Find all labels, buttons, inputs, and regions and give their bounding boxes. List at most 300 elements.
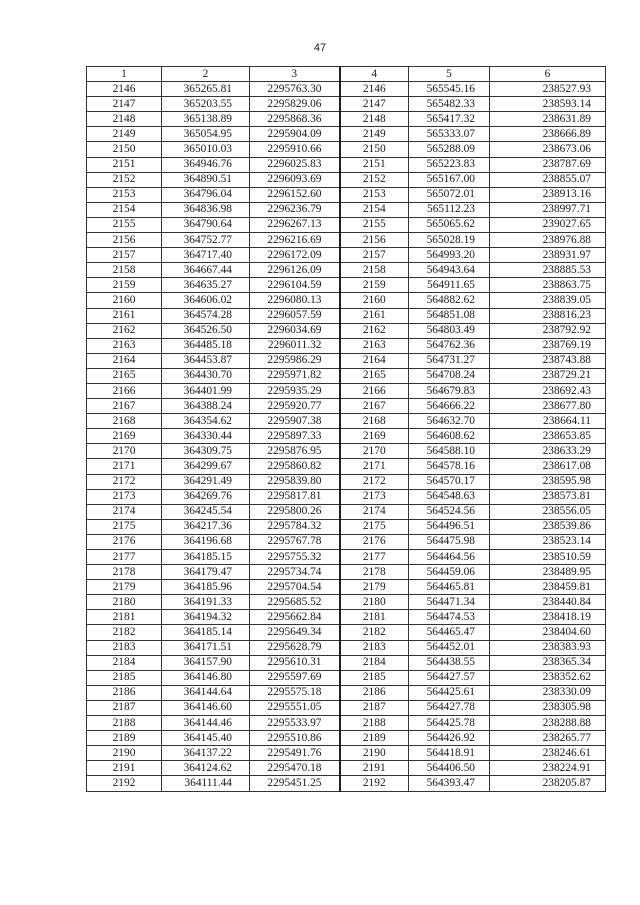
y-coordinate-cell: 238527.93 [490,82,606,97]
table-row [87,459,606,474]
point-number-cell: 2160 [340,293,409,308]
point-number-cell: 2179 [340,580,409,595]
y-coordinate-cell: 2296152.60 [250,187,340,202]
x-coordinate-cell: 564496.51 [409,519,490,534]
table-row [87,383,606,398]
table-row [87,655,606,670]
y-coordinate-cell: 238931.97 [490,248,606,263]
point-number-cell: 2158 [87,263,162,278]
y-coordinate-cell: 2295763.30 [250,82,340,97]
point-number-cell: 2190 [340,746,409,761]
point-number-cell: 2189 [340,731,409,746]
table-row [87,550,606,565]
table-row [87,625,606,640]
y-coordinate-cell: 2296080.13 [250,293,340,308]
point-number-cell: 2149 [87,127,162,142]
y-coordinate-cell: 238383.93 [490,640,606,655]
table-row [87,112,606,127]
table-row [87,534,606,549]
point-number-cell: 2176 [340,534,409,549]
table-row [87,414,606,429]
y-coordinate-cell: 238769.19 [490,338,606,353]
point-number-cell: 2170 [340,444,409,459]
table-row [87,700,606,715]
point-number-cell: 2187 [340,700,409,715]
x-coordinate-cell: 564570.17 [409,474,490,489]
point-number-cell: 2172 [87,474,162,489]
table-row [87,519,606,534]
y-coordinate-cell: 238729.21 [490,368,606,383]
x-coordinate-cell: 564475.98 [409,534,490,549]
y-coordinate-cell: 238459.81 [490,580,606,595]
y-coordinate-cell: 238787.69 [490,157,606,172]
y-coordinate-cell: 238976.88 [490,233,606,248]
x-coordinate-cell: 564578.16 [409,459,490,474]
point-number-cell: 2174 [340,504,409,519]
point-number-cell: 2173 [340,489,409,504]
x-coordinate-cell: 364191.33 [162,595,250,610]
x-coordinate-cell: 565072.01 [409,187,490,202]
y-coordinate-cell: 238792.92 [490,323,606,338]
x-coordinate-cell: 565545.16 [409,82,490,97]
point-number-cell: 2159 [340,278,409,293]
point-number-cell: 2183 [87,640,162,655]
table-row [87,489,606,504]
x-coordinate-cell: 364790.64 [162,217,250,232]
x-coordinate-cell: 364185.14 [162,625,250,640]
x-coordinate-cell: 364137.22 [162,746,250,761]
x-coordinate-cell: 364157.90 [162,655,250,670]
point-number-cell: 2182 [340,625,409,640]
y-coordinate-cell: 238863.75 [490,278,606,293]
table-row [87,338,606,353]
point-number-cell: 2172 [340,474,409,489]
point-number-cell: 2158 [340,263,409,278]
x-coordinate-cell: 364269.76 [162,489,250,504]
point-number-cell: 2147 [340,97,409,112]
point-number-cell: 2185 [340,670,409,685]
y-coordinate-cell: 2295685.52 [250,595,340,610]
point-number-cell: 2151 [340,157,409,172]
x-coordinate-cell: 564393.47 [409,776,490,791]
y-coordinate-cell: 238673.06 [490,142,606,157]
y-coordinate-cell: 2296025.83 [250,157,340,172]
x-coordinate-cell: 564731.27 [409,353,490,368]
x-coordinate-cell: 564632.70 [409,414,490,429]
y-coordinate-cell: 239027.65 [490,217,606,232]
table-row [87,580,606,595]
point-number-cell: 2146 [340,82,409,97]
point-number-cell: 2159 [87,278,162,293]
x-coordinate-cell: 365265.81 [162,82,250,97]
y-coordinate-cell: 2295935.29 [250,383,340,398]
x-coordinate-cell: 564679.83 [409,383,490,398]
x-coordinate-cell: 364194.32 [162,610,250,625]
y-coordinate-cell: 2295971.82 [250,368,340,383]
y-coordinate-cell: 238885.53 [490,263,606,278]
point-number-cell: 2157 [340,248,409,263]
point-number-cell: 2178 [87,565,162,580]
point-number-cell: 2191 [87,761,162,776]
y-coordinate-cell: 238404.60 [490,625,606,640]
table-header-row [87,67,606,82]
point-number-cell: 2182 [87,625,162,640]
point-number-cell: 2170 [87,444,162,459]
x-coordinate-cell: 364144.46 [162,716,250,731]
table-row [87,202,606,217]
x-coordinate-cell: 564474.53 [409,610,490,625]
y-coordinate-cell: 2295784.32 [250,519,340,534]
y-coordinate-cell: 238539.86 [490,519,606,534]
table-row [87,217,606,232]
y-coordinate-cell: 2296216.69 [250,233,340,248]
y-coordinate-cell: 2295662.84 [250,610,340,625]
point-number-cell: 2175 [87,519,162,534]
x-coordinate-cell: 364291.49 [162,474,250,489]
y-coordinate-cell: 2295551.05 [250,700,340,715]
y-coordinate-cell: 238365.34 [490,655,606,670]
point-number-cell: 2161 [340,308,409,323]
x-coordinate-cell: 564588.10 [409,444,490,459]
point-number-cell: 2152 [340,172,409,187]
point-number-cell: 2167 [87,399,162,414]
point-number-cell: 2160 [87,293,162,308]
table-row [87,670,606,685]
y-coordinate-cell: 238265.77 [490,731,606,746]
point-number-cell: 2188 [340,716,409,731]
table-row [87,263,606,278]
y-coordinate-cell: 238573.81 [490,489,606,504]
point-number-cell: 2184 [87,655,162,670]
x-coordinate-cell: 364752.77 [162,233,250,248]
y-coordinate-cell: 2295491.76 [250,746,340,761]
x-coordinate-cell: 564524.56 [409,504,490,519]
x-coordinate-cell: 364836.98 [162,202,250,217]
y-coordinate-cell: 238653.85 [490,429,606,444]
table-row [87,233,606,248]
y-coordinate-cell: 2295704.54 [250,580,340,595]
y-coordinate-cell: 238305.98 [490,700,606,715]
x-coordinate-cell: 564911.65 [409,278,490,293]
point-number-cell: 2169 [340,429,409,444]
y-coordinate-cell: 238352.62 [490,670,606,685]
y-coordinate-cell: 2295920.77 [250,399,340,414]
point-number-cell: 2190 [87,746,162,761]
x-coordinate-cell: 365010.03 [162,142,250,157]
y-coordinate-cell: 2295839.80 [250,474,340,489]
column-header: 3 [250,67,340,82]
x-coordinate-cell: 364485.18 [162,338,250,353]
y-coordinate-cell: 2295897.33 [250,429,340,444]
point-number-cell: 2192 [340,776,409,791]
point-number-cell: 2177 [340,550,409,565]
point-number-cell: 2191 [340,761,409,776]
table-row [87,746,606,761]
table-row [87,97,606,112]
point-number-cell: 2163 [340,338,409,353]
table-row [87,595,606,610]
y-coordinate-cell: 238418.19 [490,610,606,625]
table-row [87,248,606,263]
y-coordinate-cell: 2295904.09 [250,127,340,142]
x-coordinate-cell: 364796.04 [162,187,250,202]
x-coordinate-cell: 564882.62 [409,293,490,308]
x-coordinate-cell: 364388.24 [162,399,250,414]
table-row [87,278,606,293]
y-coordinate-cell: 2295910.66 [250,142,340,157]
y-coordinate-cell: 238664.11 [490,414,606,429]
table-row [87,685,606,700]
x-coordinate-cell: 364309.75 [162,444,250,459]
x-coordinate-cell: 564471.34 [409,595,490,610]
x-coordinate-cell: 565167.00 [409,172,490,187]
y-coordinate-cell: 2295829.06 [250,97,340,112]
point-number-cell: 2174 [87,504,162,519]
x-coordinate-cell: 564465.47 [409,625,490,640]
x-coordinate-cell: 364354.62 [162,414,250,429]
x-coordinate-cell: 564708.24 [409,368,490,383]
table-row [87,610,606,625]
point-number-cell: 2155 [87,217,162,232]
x-coordinate-cell: 364401.99 [162,383,250,398]
y-coordinate-cell: 238288.88 [490,716,606,731]
x-coordinate-cell: 564666.22 [409,399,490,414]
y-coordinate-cell: 2296126.09 [250,263,340,278]
table-body [87,82,606,791]
point-number-cell: 2179 [87,580,162,595]
point-number-cell: 2149 [340,127,409,142]
point-number-cell: 2155 [340,217,409,232]
y-coordinate-cell: 238913.16 [490,187,606,202]
y-coordinate-cell: 238593.14 [490,97,606,112]
y-coordinate-cell: 238666.89 [490,127,606,142]
y-coordinate-cell: 2296236.79 [250,202,340,217]
x-coordinate-cell: 364667.44 [162,263,250,278]
point-number-cell: 2164 [87,353,162,368]
y-coordinate-cell: 2296172.09 [250,248,340,263]
x-coordinate-cell: 364124.62 [162,761,250,776]
column-header: 2 [162,67,250,82]
point-number-cell: 2177 [87,550,162,565]
y-coordinate-cell: 2296267.13 [250,217,340,232]
x-coordinate-cell: 564426.92 [409,731,490,746]
x-coordinate-cell: 564427.57 [409,670,490,685]
point-number-cell: 2168 [340,414,409,429]
x-coordinate-cell: 364299.67 [162,459,250,474]
point-number-cell: 2166 [340,383,409,398]
y-coordinate-cell: 238997.71 [490,202,606,217]
x-coordinate-cell: 564993.20 [409,248,490,263]
y-coordinate-cell: 2295876.95 [250,444,340,459]
x-coordinate-cell: 365138.89 [162,112,250,127]
point-number-cell: 2180 [87,595,162,610]
table-row [87,640,606,655]
point-number-cell: 2185 [87,670,162,685]
point-number-cell: 2148 [87,112,162,127]
column-header: 5 [409,67,490,82]
x-coordinate-cell: 565333.07 [409,127,490,142]
table-row [87,399,606,414]
point-number-cell: 2148 [340,112,409,127]
y-coordinate-cell: 238205.87 [490,776,606,791]
y-coordinate-cell: 2295533.97 [250,716,340,731]
x-coordinate-cell: 564452.01 [409,640,490,655]
x-coordinate-cell: 564548.63 [409,489,490,504]
x-coordinate-cell: 564464.56 [409,550,490,565]
y-coordinate-cell: 2295610.31 [250,655,340,670]
table-row [87,308,606,323]
point-number-cell: 2175 [340,519,409,534]
x-coordinate-cell: 364144.64 [162,685,250,700]
point-number-cell: 2184 [340,655,409,670]
point-number-cell: 2186 [87,685,162,700]
point-number-cell: 2168 [87,414,162,429]
point-number-cell: 2183 [340,640,409,655]
point-number-cell: 2165 [340,368,409,383]
x-coordinate-cell: 364574.28 [162,308,250,323]
point-number-cell: 2181 [87,610,162,625]
x-coordinate-cell: 564425.61 [409,685,490,700]
x-coordinate-cell: 364146.80 [162,670,250,685]
y-coordinate-cell: 238617.08 [490,459,606,474]
x-coordinate-cell: 564943.64 [409,263,490,278]
y-coordinate-cell: 2296011.32 [250,338,340,353]
table-row [87,444,606,459]
point-number-cell: 2180 [340,595,409,610]
point-number-cell: 2171 [87,459,162,474]
table-row [87,716,606,731]
y-coordinate-cell: 2295860.82 [250,459,340,474]
table-row [87,187,606,202]
x-coordinate-cell: 364717.40 [162,248,250,263]
table-row [87,172,606,187]
y-coordinate-cell: 238330.09 [490,685,606,700]
x-coordinate-cell: 364179.47 [162,565,250,580]
x-coordinate-cell: 364171.51 [162,640,250,655]
x-coordinate-cell: 364145.40 [162,731,250,746]
y-coordinate-cell: 2296057.59 [250,308,340,323]
point-number-cell: 2146 [87,82,162,97]
column-header: 1 [87,67,162,82]
x-coordinate-cell: 364635.27 [162,278,250,293]
point-number-cell: 2150 [340,142,409,157]
y-coordinate-cell: 2296093.69 [250,172,340,187]
y-coordinate-cell: 238595.98 [490,474,606,489]
table-row [87,323,606,338]
table-row [87,776,606,791]
y-coordinate-cell: 2295470.18 [250,761,340,776]
table-row [87,157,606,172]
x-coordinate-cell: 564608.62 [409,429,490,444]
point-number-cell: 2173 [87,489,162,504]
point-number-cell: 2178 [340,565,409,580]
point-number-cell: 2157 [87,248,162,263]
x-coordinate-cell: 565028.19 [409,233,490,248]
point-number-cell: 2187 [87,700,162,715]
y-coordinate-cell: 238440.84 [490,595,606,610]
point-number-cell: 2167 [340,399,409,414]
point-number-cell: 2162 [87,323,162,338]
y-coordinate-cell: 2295767.78 [250,534,340,549]
y-coordinate-cell: 238839.05 [490,293,606,308]
y-coordinate-cell: 238523.14 [490,534,606,549]
table-row [87,474,606,489]
point-number-cell: 2171 [340,459,409,474]
x-coordinate-cell: 565417.32 [409,112,490,127]
x-coordinate-cell: 364196.68 [162,534,250,549]
point-number-cell: 2152 [87,172,162,187]
y-coordinate-cell: 238633.29 [490,444,606,459]
table-row [87,368,606,383]
column-header: 4 [340,67,409,82]
y-coordinate-cell: 2295907.38 [250,414,340,429]
x-coordinate-cell: 364111.44 [162,776,250,791]
y-coordinate-cell: 2295575.18 [250,685,340,700]
table-row [87,82,606,97]
x-coordinate-cell: 364430.70 [162,368,250,383]
y-coordinate-cell: 238246.61 [490,746,606,761]
y-coordinate-cell: 2295597.69 [250,670,340,685]
point-number-cell: 2154 [87,202,162,217]
x-coordinate-cell: 564851.08 [409,308,490,323]
y-coordinate-cell: 2295817.81 [250,489,340,504]
x-coordinate-cell: 365203.55 [162,97,250,112]
table-row [87,504,606,519]
x-coordinate-cell: 564406.50 [409,761,490,776]
x-coordinate-cell: 364185.96 [162,580,250,595]
x-coordinate-cell: 565223.83 [409,157,490,172]
x-coordinate-cell: 564427.78 [409,700,490,715]
coordinates-table [86,66,606,792]
y-coordinate-cell: 2295628.79 [250,640,340,655]
table-row [87,293,606,308]
y-coordinate-cell: 2296034.69 [250,323,340,338]
x-coordinate-cell: 565065.62 [409,217,490,232]
point-number-cell: 2169 [87,429,162,444]
x-coordinate-cell: 364185.15 [162,550,250,565]
y-coordinate-cell: 238816.23 [490,308,606,323]
point-number-cell: 2176 [87,534,162,549]
y-coordinate-cell: 238224.91 [490,761,606,776]
x-coordinate-cell: 564803.49 [409,323,490,338]
x-coordinate-cell: 565288.09 [409,142,490,157]
point-number-cell: 2153 [340,187,409,202]
y-coordinate-cell: 238631.89 [490,112,606,127]
table-row [87,353,606,368]
x-coordinate-cell: 564425.78 [409,716,490,731]
table-row [87,127,606,142]
point-number-cell: 2156 [340,233,409,248]
y-coordinate-cell: 2295510.86 [250,731,340,746]
page-number: 47 [313,42,327,54]
y-coordinate-cell: 2295986.29 [250,353,340,368]
point-number-cell: 2161 [87,308,162,323]
table-row [87,429,606,444]
y-coordinate-cell: 238510.59 [490,550,606,565]
point-number-cell: 2165 [87,368,162,383]
table-row [87,761,606,776]
y-coordinate-cell: 2295451.25 [250,776,340,791]
x-coordinate-cell: 364526.50 [162,323,250,338]
x-coordinate-cell: 565112.23 [409,202,490,217]
point-number-cell: 2181 [340,610,409,625]
x-coordinate-cell: 564438.55 [409,655,490,670]
x-coordinate-cell: 364606.02 [162,293,250,308]
y-coordinate-cell: 238489.95 [490,565,606,580]
point-number-cell: 2192 [87,776,162,791]
point-number-cell: 2150 [87,142,162,157]
point-number-cell: 2166 [87,383,162,398]
